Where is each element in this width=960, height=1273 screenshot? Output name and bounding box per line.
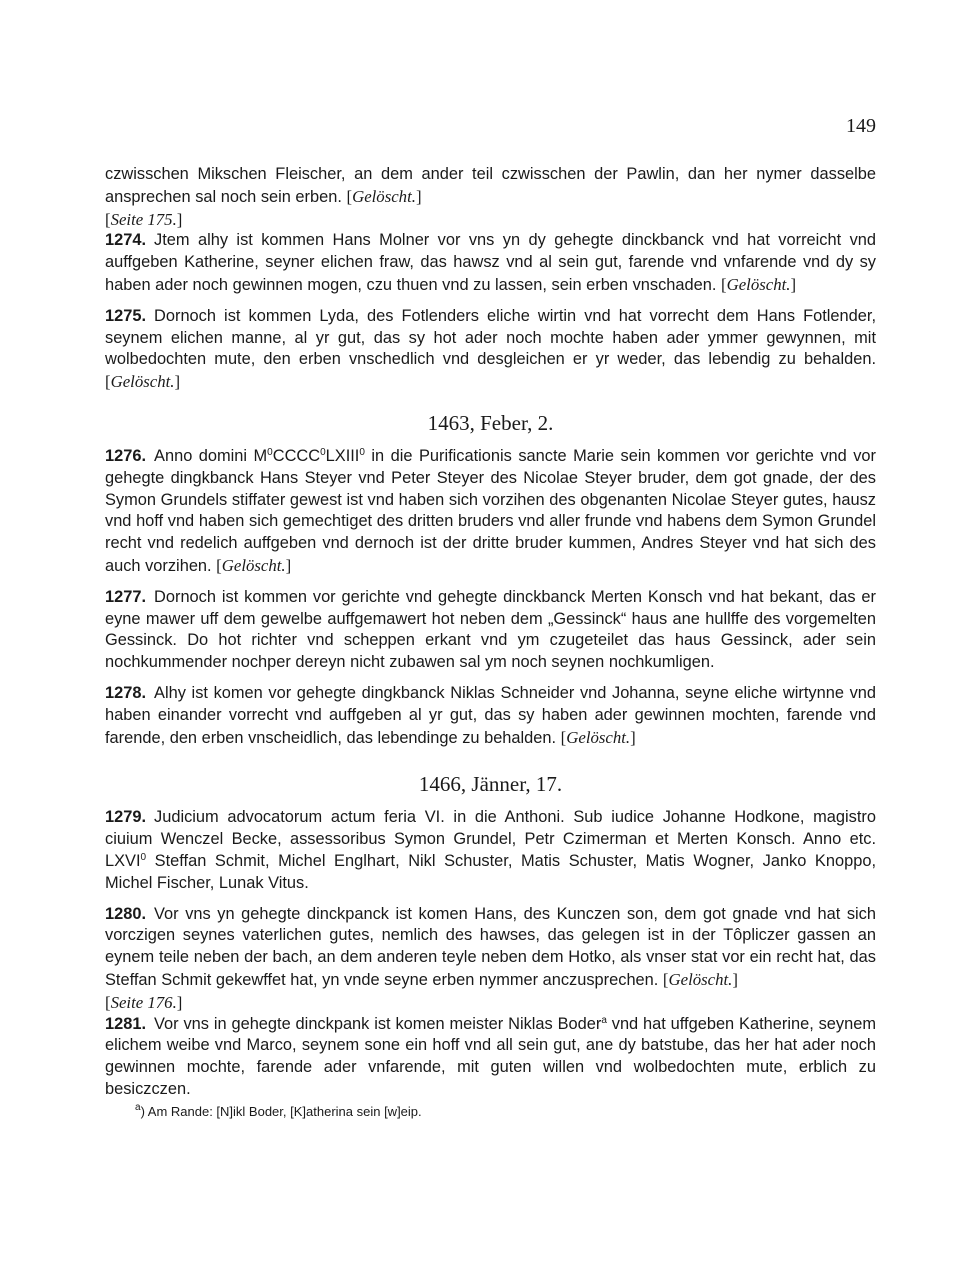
- entry-text: Anno domini M: [154, 446, 268, 465]
- entry-1277: [105, 587, 876, 674]
- entry-1278: [105, 683, 876, 749]
- superscript: 0: [320, 446, 326, 458]
- entry-text: in die Purificationis sancte Marie sein kommen vor gerichte vnd vor gehegte dingkbanck Hans Steyer vnd Peter Steyer des Nicolae Steyer bruder, dem got gnade, der des Symon Grundels stiffater gewest ist vnd haben sich vorzihen des obgenanten Nicolae Steyer gutes, hausz vnd hoff vnd haben sich gemechtiget des dritten bruders vnd aller frunde vnd habens dem Symon Grundel recht vnd redelich auffgeben vnd dernoch ist der dritte bruder kummen, Andres Steyer vnd hat sich des auch vorzihen.: [105, 446, 876, 575]
- deleted-note: [Gelöscht.]: [721, 274, 797, 294]
- deleted-note: [Gelöscht.]: [105, 372, 181, 392]
- document-page: [105, 112, 876, 1252]
- entry-text: Judicium advocatorum actum feria VI. in die Anthoni. Sub iudice Johanne Hodkone, magistro ciuium Wenczel Becke, assessoribus Symon Grundel, Petr Czimerman et Merten Konsch. Anno etc. LXVI: [105, 808, 876, 870]
- page-marker-175: [Seite 175.]: [105, 209, 183, 229]
- deleted-note: [Gelöscht.]: [216, 555, 292, 575]
- entry-number: 1281.: [105, 1014, 147, 1033]
- entry-1276: [105, 446, 876, 578]
- entry-1280: [105, 904, 876, 992]
- deleted-note: [Gelöscht.]: [346, 186, 422, 206]
- entry-text: Steffan Schmit, Michel Englhart, Nikl Schuster, Matis Schuster, Matis Wogner, Janko Knoppo, Michel Fischer, Lunak Vitus.: [105, 851, 876, 892]
- paragraph-continuation: [105, 164, 876, 209]
- entry-1275: [105, 306, 876, 394]
- page-number: 149: [846, 115, 876, 137]
- entry-number: 1276.: [105, 446, 147, 465]
- entry-1279: [105, 807, 876, 894]
- footnote: [135, 1103, 876, 1121]
- entry-number: 1278.: [105, 683, 147, 702]
- paragraph-text: czwisschen Mikschen Fleischer, an dem ander teil czwisschen der Pawlin, dan her nymer dasselbe ansprechen sal noch sein erben.: [105, 165, 876, 206]
- footnote-marker: a: [601, 1014, 607, 1026]
- entry-number: 1277.: [105, 587, 147, 606]
- entry-number: 1280.: [105, 904, 147, 923]
- entry-text: Dornoch ist kommen vor gerichte vnd gehegte dinckbanck Merten Konsch vnd hat bekant, das er eyne mawer uff dem gewelbe auffgemawert hot neben dem „Gessinck“ haus ane hullffe des vorgemelten Gessinck. Do hot richter vnd scheppen erkant vnd ym czugeteilet das haus Gessinck, ader sein nochkummender nochper dereyn nicht zubawen sal ym noch seynen nochkumligen.: [105, 587, 876, 672]
- entry-text: LXIII: [325, 446, 360, 465]
- superscript: 0: [140, 851, 147, 863]
- superscript: 0: [359, 446, 365, 458]
- footnote-text: ) Am Rande: [N]ikl Boder, [K]atherina sein [w]eip.: [140, 1103, 422, 1119]
- entry-1274: [105, 230, 876, 296]
- date-heading: 1466, Jänner, 17.: [418, 772, 563, 797]
- deleted-note: [Gelöscht.]: [560, 727, 636, 747]
- page-marker-176: [Seite 176.]: [105, 992, 183, 1012]
- entry-1281: [105, 1014, 876, 1101]
- date-heading: 1463, Feber, 2.: [427, 410, 554, 435]
- entry-text: vnd hat uffgeben Katherine, seynem elichem weibe vnd Marco, seynem sone ein hoff vnd all sein gut, ane dy batstube, das her hat ader noch gewinnen mochte, farende ader vnfarende, mit guten willen vnd wolbedochten mute, erblich zu besiczczen.: [105, 1014, 876, 1098]
- entry-text: Dornoch ist kommen Lyda, des Fotlenders eliche wirtin vnd hat vorrecht dem Hans Fotlender, seynem elichen manne, al yr gut, das sy hot ader noch mochte haben ader ymmer gewynnen, mit wolbedochten mute, den erben vnschedlich vnd desgleichen er yr weder, das lebendig zu behalden.: [105, 306, 876, 369]
- footnote-marker: a: [135, 1101, 141, 1113]
- deleted-note: [Gelöscht.]: [662, 969, 738, 989]
- entry-text: Jtem alhy ist kommen Hans Molner vor vns yn dy gehegte dinckbanck vnd hat vorreicht vnd auffgeben Katherine, seyner elichen fraw, das hawsz vnd al sein gut, farende vnd vnfarende vnd dy sy haben ader noch gewinnen mogen, czu thuen vnd zu lassen, sein erben vnschaden.: [105, 231, 876, 294]
- entry-text: Alhy ist komen vor gehegte dingkbanck Niklas Schneider vnd Johanna, seyne eliche wirtynne vnd haben einander vorrecht vnd auffgeben al yr gut, das sy haben ader gewinnen mochten, farende vnd farende, den erben vnscheidlich, das lebendinge zu behalden.: [105, 683, 876, 747]
- superscript: 0: [267, 446, 273, 458]
- entry-number: 1279.: [105, 808, 147, 827]
- entry-text: Vor vns yn gehegte dinckpanck ist komen Hans, des Kunczen son, dem got gnade vnd hat sich vorczigen seynes vaterlichen gutes, nemlich des hawses, das gelegen ist in der Tôpliczer gassen an eynem teile neben der bach, an dem anderen teyle neben dem Hotko, als vnser stat vor ein recht hat, das Steffan Schmit gekewffet hat, yn vnde seyne erben nymmer anczusprechen.: [105, 904, 876, 989]
- entry-text: CCCC: [272, 446, 321, 465]
- entry-number: 1275.: [105, 306, 147, 325]
- entry-number: 1274.: [105, 231, 147, 250]
- entry-text: Vor vns in gehegte dinckpank ist komen meister Niklas Boder: [154, 1014, 602, 1033]
